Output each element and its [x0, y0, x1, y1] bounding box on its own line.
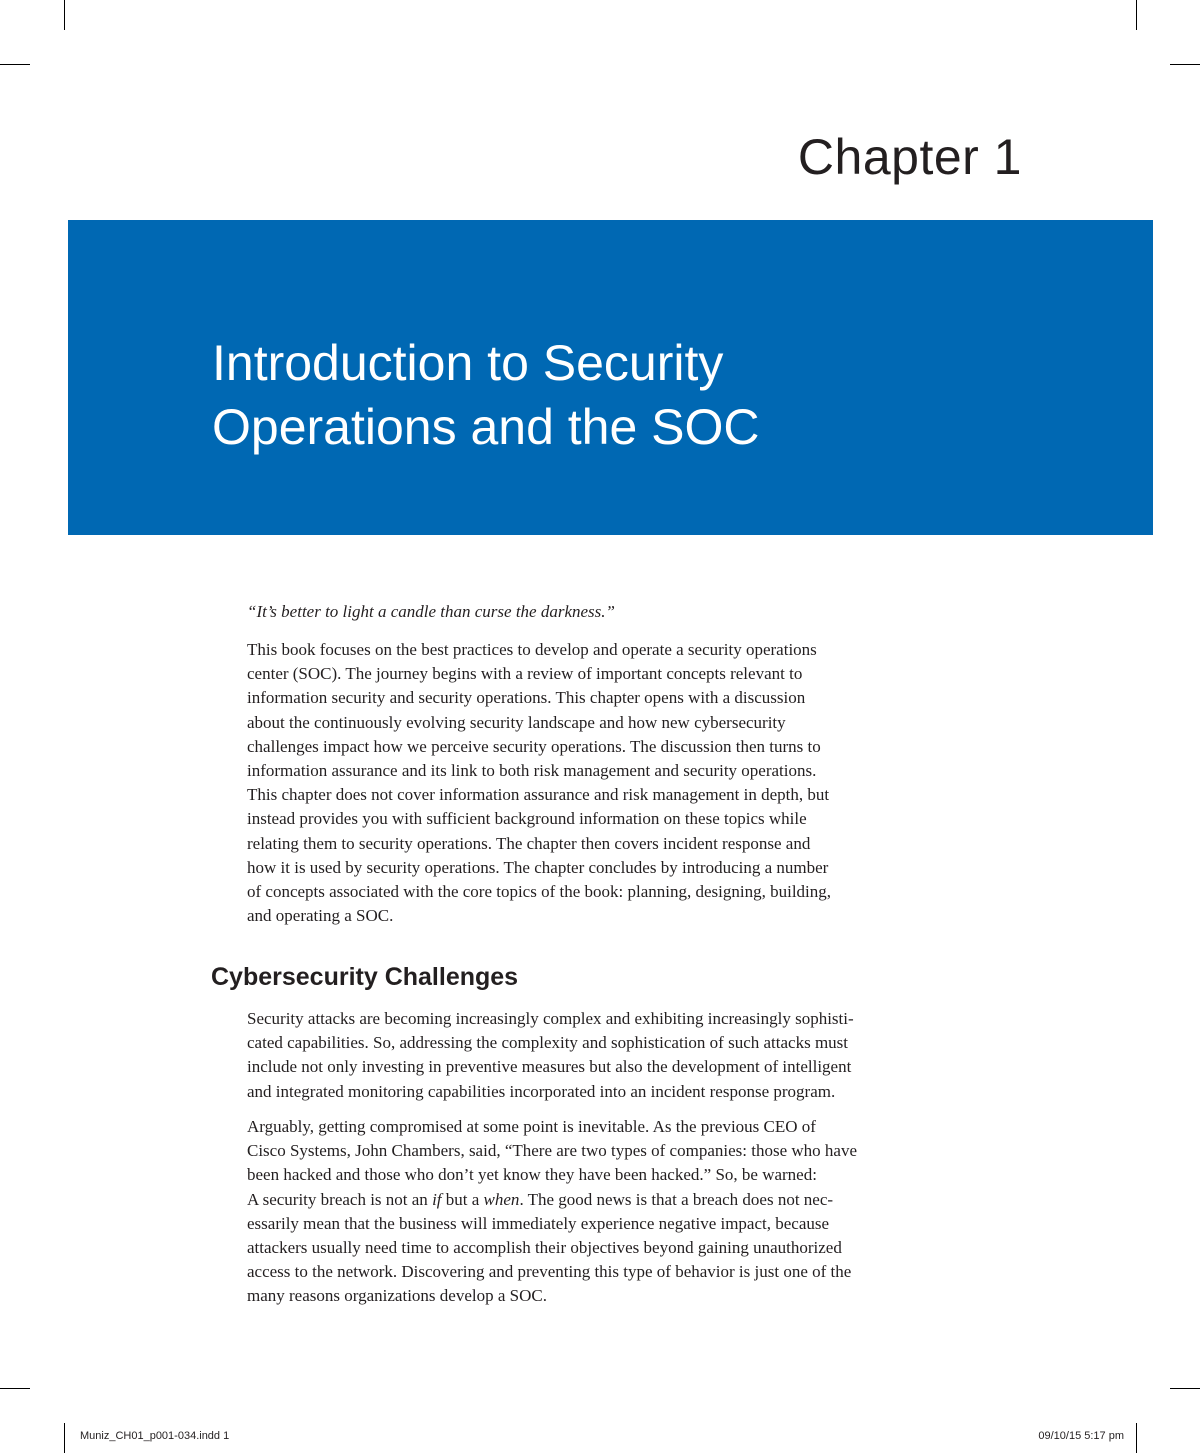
para2-line: Cisco Systems, John Chambers, said, “There are two types of companies: those who have — [247, 1141, 857, 1161]
intro-line: information security and security operations. This chapter opens with a discussion — [247, 688, 806, 708]
crop-mark-bottom-left — [64, 1423, 65, 1453]
chapter-title-band — [68, 220, 1153, 535]
para2-line: Arguably, getting compromised at some point is inevitable. As the previous CEO of — [247, 1117, 816, 1136]
intro-line: This chapter does not cover information assurance and risk management in depth, but — [247, 785, 830, 805]
chapter-title-line-1: Introduction to Security — [212, 335, 724, 391]
intro-line: and operating a SOC. — [247, 906, 394, 926]
para1-line: include not only investing in preventive measures but also the development of intelligent — [247, 1057, 852, 1077]
crop-mark-bottom-right — [1136, 1423, 1137, 1453]
crop-mark-top-right — [1136, 0, 1137, 30]
para2-line-with-emphasis — [247, 1188, 967, 1212]
emphasis-if: if — [432, 1189, 442, 1209]
para1-line: and integrated monitoring capabilities incorporated into an incident response program. — [247, 1081, 836, 1101]
para2-line4-end: . The good news is that a breach does not nec- — [519, 1189, 834, 1209]
intro-paragraph — [247, 638, 967, 928]
intro-line: center (SOC). The journey begins with a review of important concepts relevant to — [247, 664, 803, 684]
epigraph: “It’s better to light a candle than curse the darkness.” — [247, 602, 615, 621]
emphasis-when: when — [483, 1189, 520, 1209]
para1-line: cated capabilities. So, addressing the complexity and sophistication of such attacks must — [247, 1033, 849, 1053]
intro-line: how it is used by security operations. The chapter concludes by introducing a number — [247, 857, 829, 877]
para2-line: many reasons organizations develop a SOC. — [247, 1286, 547, 1306]
para2-line: essarily mean that the business will immediately experience negative impact, because — [247, 1213, 830, 1233]
para2-line: attackers usually need time to accomplish their objectives beyond gaining unauthorized — [247, 1238, 842, 1258]
crop-mark-top-right-h — [1170, 64, 1200, 65]
intro-line: about the continuously evolving security landscape and how new cybersecurity — [247, 712, 786, 732]
crop-mark-bottom-left-h — [0, 1388, 30, 1389]
para2-line: access to the network. Discovering and preventing this type of behavior is just one of the — [247, 1262, 852, 1282]
intro-line: This book focuses on the best practices to develop and operate a security operations — [247, 640, 817, 659]
chapter-title-line-2: Operations and the SOC — [212, 399, 760, 455]
footer-file-name: Muniz_CH01_p001-034.indd 1 — [80, 1430, 230, 1442]
chapter-number: Chapter 1 — [797, 129, 1022, 185]
body-paragraph-1 — [247, 1007, 967, 1104]
crop-mark-bottom-right-h — [1170, 1388, 1200, 1389]
section-heading: Cybersecurity Challenges — [211, 963, 519, 991]
intro-line: relating them to security operations. The chapter then covers incident response and — [247, 833, 811, 853]
body-paragraph-2 — [247, 1115, 967, 1309]
intro-line: information assurance and its link to both risk management and security operations. — [247, 761, 817, 781]
footer-timestamp: 09/10/15 5:17 pm — [1038, 1430, 1124, 1442]
intro-line: challenges impact how we perceive security operations. The discussion then turns to — [247, 736, 821, 756]
para2-line: been hacked and those who don’t yet know they have been hacked.” So, be warned: — [247, 1165, 817, 1185]
crop-mark-top-left — [64, 0, 65, 30]
para2-line4-start: A security breach is not an — [247, 1189, 433, 1209]
para1-line: Security attacks are becoming increasingly complex and exhibiting increasingly sophisti- — [247, 1009, 854, 1028]
crop-mark-top-left-h — [0, 64, 30, 65]
intro-line: of concepts associated with the core topics of the book: planning, designing, building, — [247, 882, 832, 902]
para2-line4-middle: but a — [441, 1189, 484, 1209]
intro-line: instead provides you with sufficient background information on these topics while — [247, 809, 807, 829]
